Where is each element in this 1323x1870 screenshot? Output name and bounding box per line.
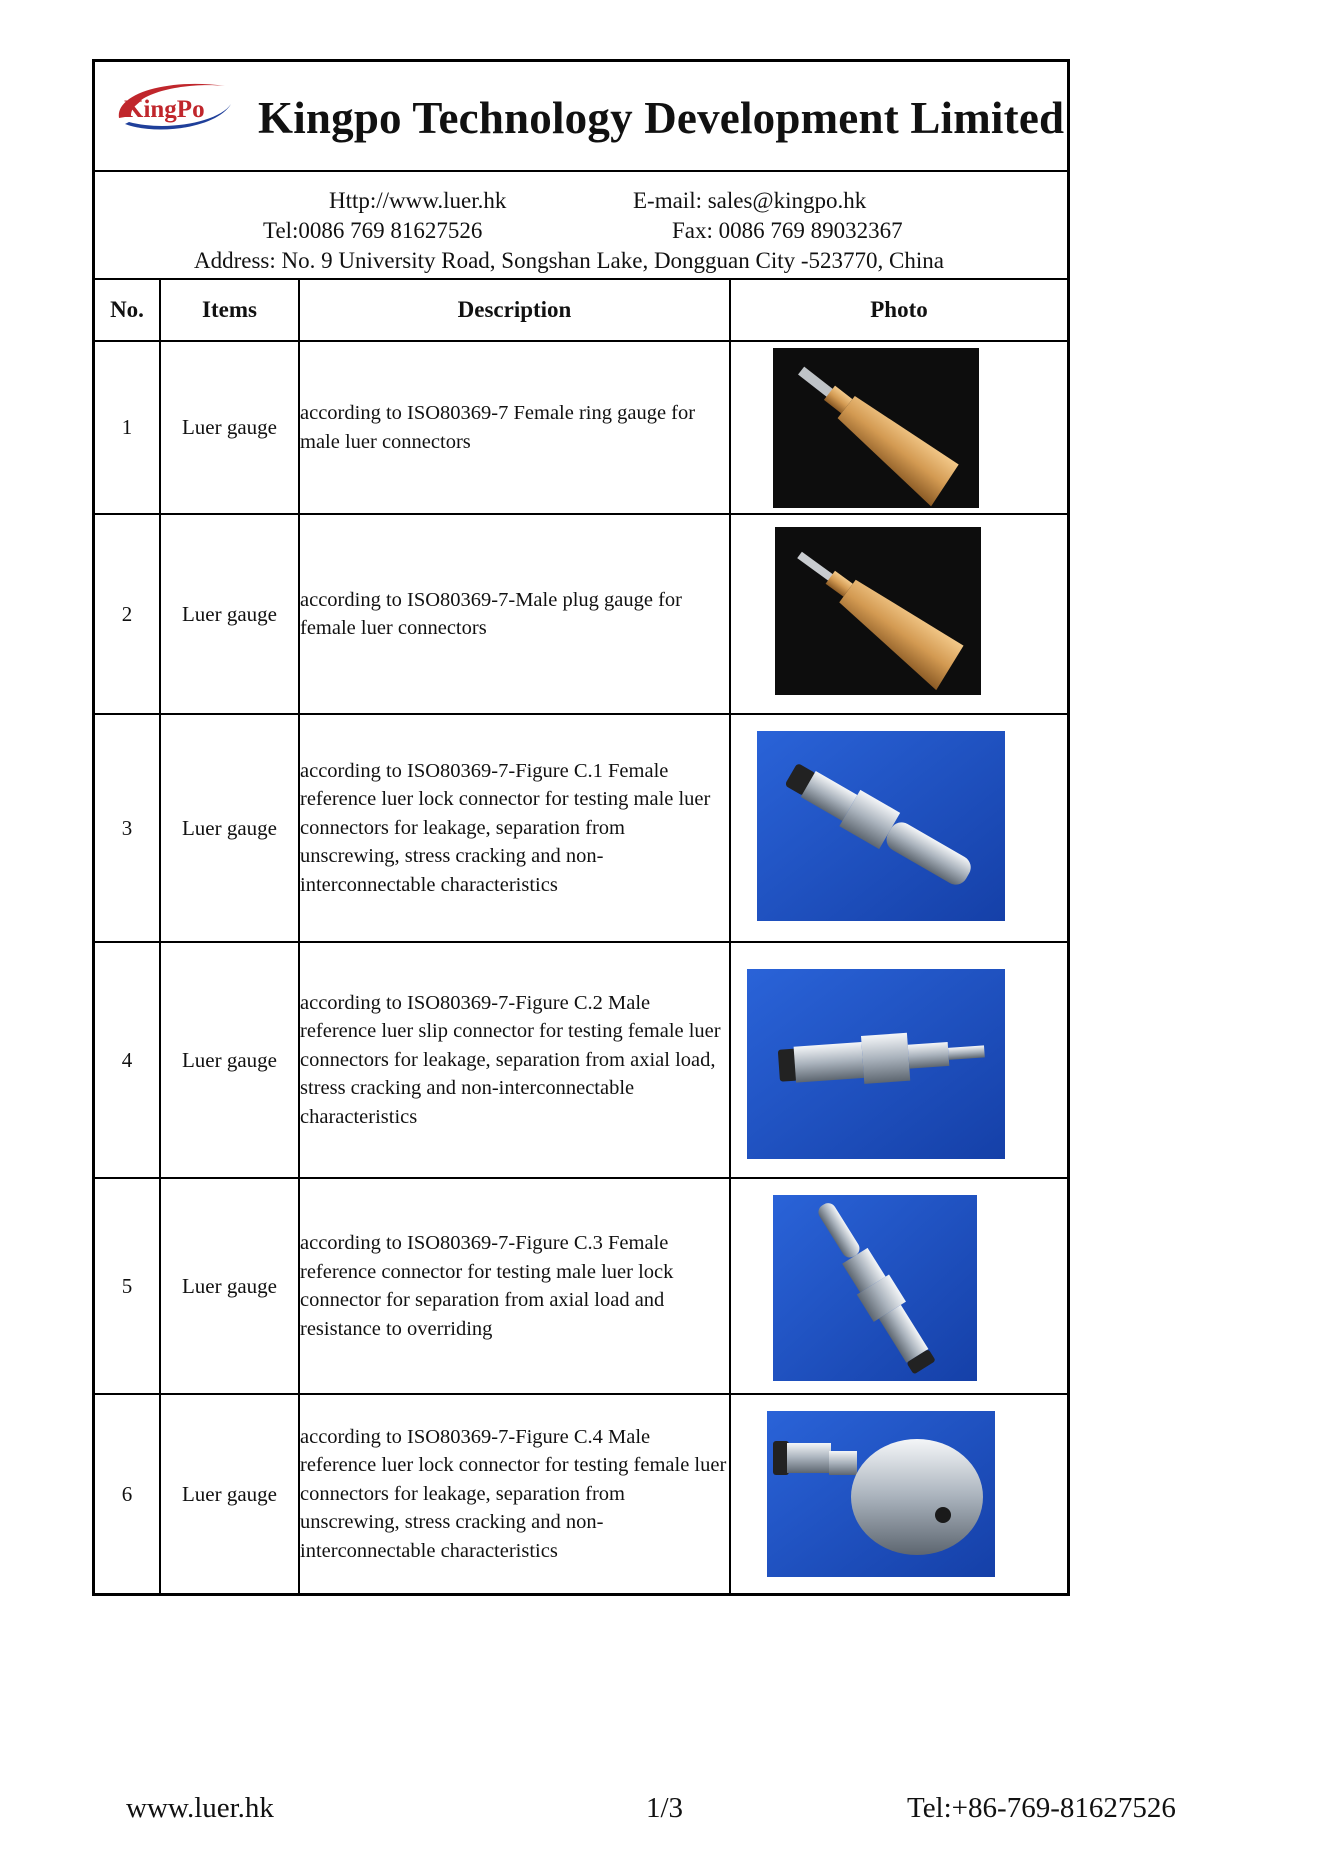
contact-block — [95, 172, 1067, 280]
fax-text: Fax: 0086 769 89032367 — [672, 218, 903, 243]
row-description: according to ISO80369-7-Figure C.2 Male reference luer slip connector for testing female luer connectors for leakage, separation from axial load, stress cracking and non-interconnectable characteristics — [299, 942, 730, 1178]
column-header-items: Items — [160, 280, 299, 341]
row-number: 3 — [95, 714, 160, 942]
row-description: according to ISO80369-7-Figure C.4 Male reference luer lock connector for testing female luer connectors for leakage, separation from unscrewing, stress cracking and non-interconnectable characteristics — [299, 1394, 730, 1593]
table-row — [95, 714, 1067, 942]
male-slip-connector-photo — [747, 969, 1005, 1159]
row-photo — [730, 1178, 1067, 1394]
address-text: Address: No. 9 University Road, Songshan Lake, Dongguan City -523770, China — [194, 248, 944, 273]
table-row — [95, 514, 1067, 714]
svg-text:KingPo: KingPo — [124, 96, 205, 123]
table-row — [95, 1178, 1067, 1394]
row-item: Luer gauge — [160, 942, 299, 1178]
column-header-no: No. — [95, 280, 160, 341]
female-ring-gauge-photo — [773, 348, 979, 508]
row-photo — [730, 714, 1067, 942]
table-row — [95, 341, 1067, 514]
row-item: Luer gauge — [160, 1394, 299, 1593]
row-photo — [730, 341, 1067, 514]
male-plug-gauge-photo — [775, 527, 981, 695]
footer-tel: Tel:+86-769-81627526 — [907, 1792, 1176, 1824]
row-description: according to ISO80369-7 Female ring gauge for male luer connectors — [299, 341, 730, 514]
row-item: Luer gauge — [160, 514, 299, 714]
website-text: Http://www.luer.hk — [329, 188, 507, 213]
table-header-row — [95, 280, 1067, 341]
row-photo — [730, 942, 1067, 1178]
row-description: according to ISO80369-7-Male plug gauge for female luer connectors — [299, 514, 730, 714]
column-header-photo: Photo — [730, 280, 1067, 341]
footer-website: www.luer.hk — [126, 1792, 274, 1824]
row-photo — [730, 514, 1067, 714]
row-number: 1 — [95, 341, 160, 514]
row-description: according to ISO80369-7-Figure C.3 Female reference connector for testing male luer lock connector for separation from axial load and resistance to overriding — [299, 1178, 730, 1394]
column-header-description: Description — [299, 280, 730, 341]
row-number: 6 — [95, 1394, 160, 1593]
company-name: Kingpo Technology Development Limited — [258, 93, 1065, 143]
row-number: 2 — [95, 514, 160, 714]
product-table — [95, 280, 1067, 1593]
male-lock-connector-photo — [767, 1411, 995, 1577]
row-number: 5 — [95, 1178, 160, 1394]
table-row — [95, 942, 1067, 1178]
female-reference-connector-photo — [773, 1195, 977, 1381]
female-lock-connector-photo — [757, 731, 1005, 921]
header-banner — [95, 62, 1067, 172]
row-photo — [730, 1394, 1067, 1593]
kingpo-logo — [107, 74, 237, 140]
email-text: E-mail: sales@kingpo.hk — [633, 188, 867, 213]
row-item: Luer gauge — [160, 1178, 299, 1394]
row-item: Luer gauge — [160, 341, 299, 514]
page-number: 1/3 — [646, 1792, 684, 1824]
table-row — [95, 1394, 1067, 1593]
tel-text: Tel:0086 769 81627526 — [263, 218, 483, 243]
row-item: Luer gauge — [160, 714, 299, 942]
row-number: 4 — [95, 942, 160, 1178]
datasheet — [92, 59, 1070, 1596]
row-description: according to ISO80369-7-Figure C.1 Female reference luer lock connector for testing male luer connectors for leakage, separation from unscrewing, stress cracking and non-interconnectable characteristics — [299, 714, 730, 942]
